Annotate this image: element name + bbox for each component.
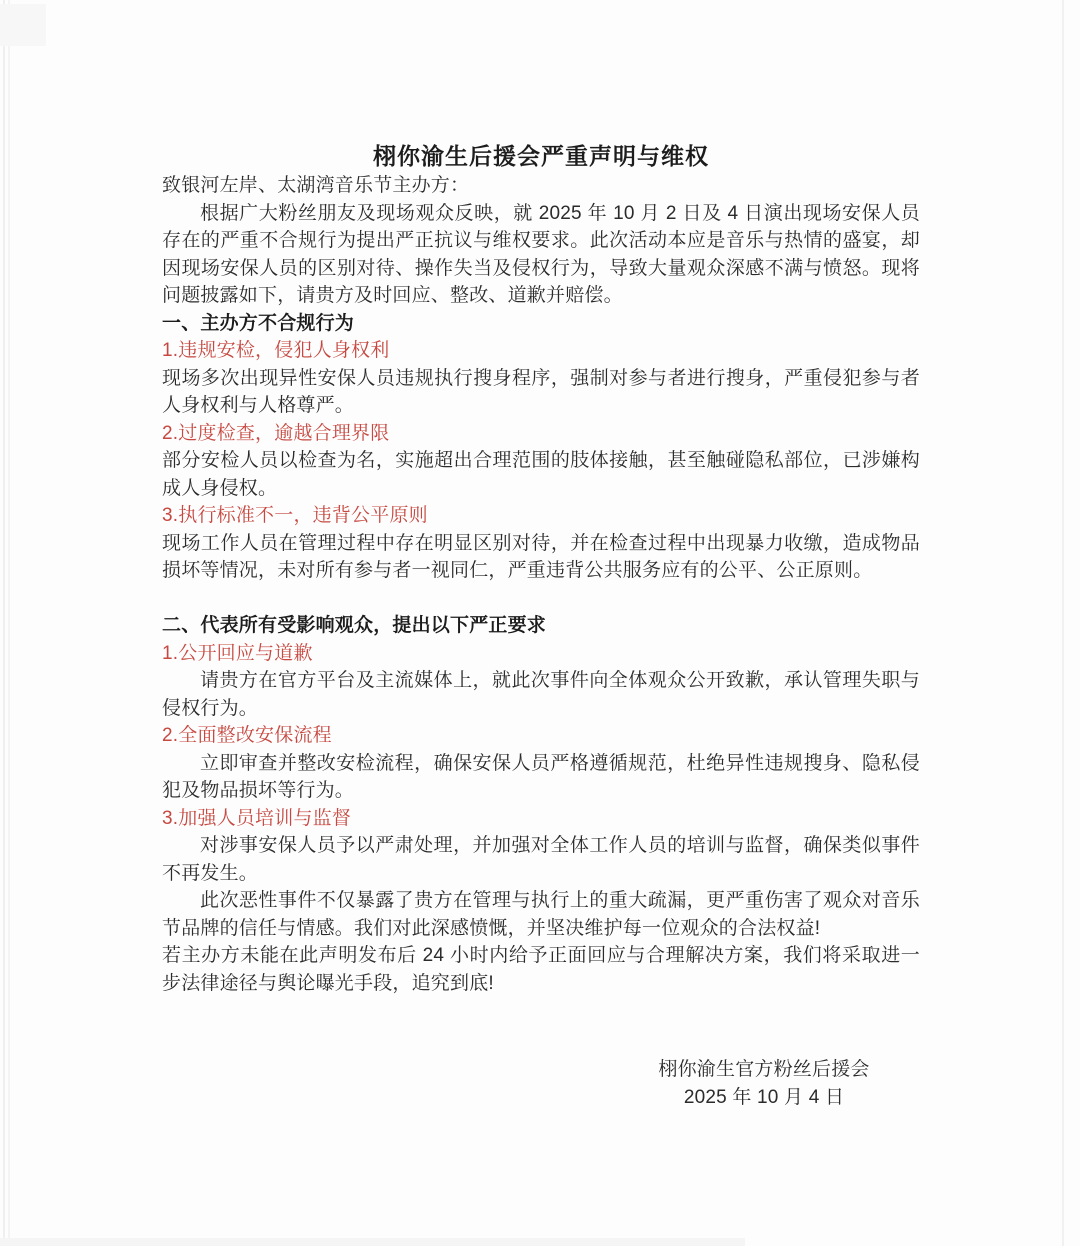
signature-block bbox=[608, 1056, 920, 1111]
document-title: 栩你渝生后援会严重声明与维权 bbox=[373, 143, 709, 169]
scan-artifact-right-line bbox=[1062, 0, 1064, 1246]
section-1-item-3-subtitle: 3.执行标准不一，违背公平原则 bbox=[162, 505, 428, 526]
closing-paragraph-2: 若主办方未能在此声明发布后 24 小时内给予正面回应与合理解决方案，我们将采取进一步法律途径与舆论曝光手段，追究到底! bbox=[162, 945, 920, 994]
section-1-heading: 一、主办方不合规行为 bbox=[162, 312, 355, 334]
section-2-item-2-body: 立即审查并整改安检流程，确保安保人员严格遵循规范，杜绝异性违规搜身、隐私侵犯及物品损坏等行为。 bbox=[162, 752, 920, 801]
section-1-item-3-body: 现场工作人员在管理过程中存在明显区别对待，并在检查过程中出现暴力收缴，造成物品损坏等情况，未对所有参与者一视同仁，严重违背公共服务应有的公平、公正原则。 bbox=[162, 532, 920, 581]
salutation-line: 致银河左岸、太湖湾音乐节主办方： bbox=[162, 175, 470, 196]
section-1-item-2-body: 部分安检人员以检查为名，实施超出合理范围的肢体接触，甚至触碰隐私部位，已涉嫌构成人身侵权。 bbox=[162, 450, 920, 499]
section-2-item-3-subtitle: 3.加强人员培训与监督 bbox=[162, 807, 352, 829]
statement-document bbox=[162, 140, 920, 1111]
section-2-item-1-subtitle: 1.公开回应与道歉 bbox=[162, 642, 313, 664]
scan-artifact-left-line-2 bbox=[8, 0, 10, 1246]
blank-line bbox=[162, 585, 920, 613]
intro-paragraph: 根据广大粉丝朋友及现场观众反映，就 2025 年 10 月 2 日及 4 日演出现场安保人员存在的严重不合规行为提出严正抗议与维权要求。此次活动本应是音乐与热情的盛宴，却因现场安保人员的区别对待、操作失当及侵权行为，导致大量观众深感不满与愤怒。现将问题披露如下，请贵方及时回应、整改、道歉并赔偿。 bbox=[162, 202, 920, 306]
section-2-heading: 二、代表所有受影响观众，提出以下严正要求 bbox=[162, 615, 547, 636]
scan-artifact-bottom bbox=[0, 1238, 745, 1246]
section-1-item-1-body: 现场多次出现异性安保人员违规执行搜身程序，强制对参与者进行搜身，严重侵犯参与者人身权利与人格尊严。 bbox=[162, 367, 920, 416]
section-2-item-1-body: 请贵方在官方平台及主流媒体上，就此次事件向全体观众公开致歉，承认管理失职与侵权行为。 bbox=[162, 670, 920, 719]
scan-artifact-corner bbox=[0, 4, 46, 46]
section-1-item-2-subtitle: 2.过度检查，逾越合理界限 bbox=[162, 422, 390, 444]
closing-paragraph-1: 此次恶性事件不仅暴露了贵方在管理与执行上的重大疏漏，更严重伤害了观众对音乐节品牌的信任与情感。我们对此深感愤慨，并坚决维护每一位观众的合法权益! bbox=[162, 890, 920, 939]
section-1-item-1-subtitle: 1.违规安检，侵犯人身权利 bbox=[162, 340, 390, 361]
date-line: 2025 年 10 月 4 日 bbox=[683, 1086, 845, 1108]
scan-artifact-left-line bbox=[3, 0, 5, 1246]
section-2-item-3-body: 对涉事安保人员予以严肃处理，并加强对全体工作人员的培训与监督，确保类似事件不再发生。 bbox=[162, 835, 920, 884]
section-2-item-2-subtitle: 2.全面整改安保流程 bbox=[162, 725, 332, 746]
signature: 栩你渝生官方粉丝后援会 bbox=[658, 1059, 870, 1080]
